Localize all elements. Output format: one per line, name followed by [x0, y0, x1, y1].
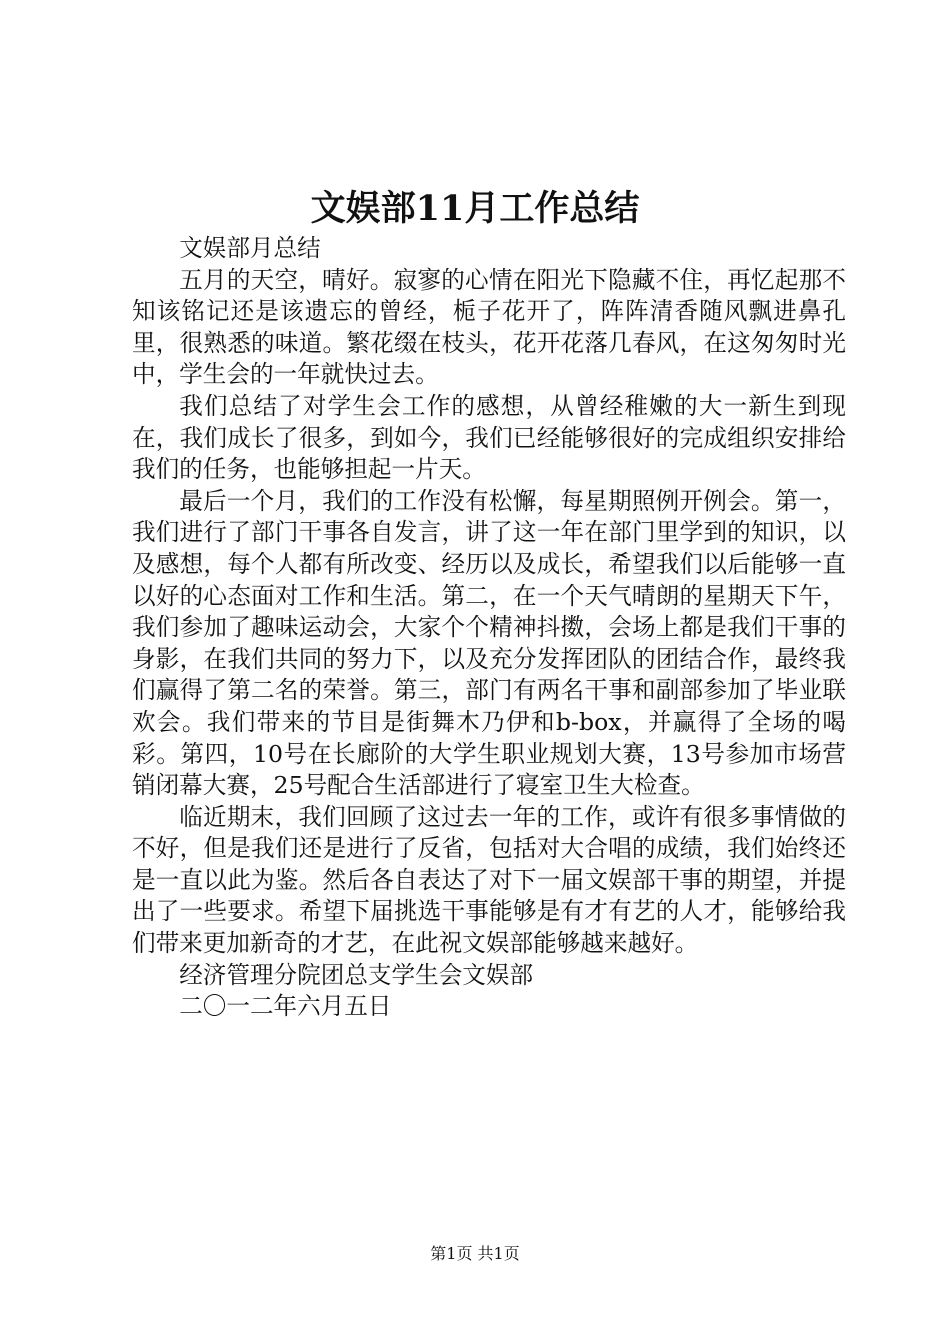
signature-date: 二〇一二年六月五日 [179, 992, 392, 1021]
paragraph-reflection: 我们总结了对学生会工作的感想，从曾经稚嫩的大一新生到现在，我们成长了很多，到如今，我们已经能够很好的完成组织安排给我们的任务，也能够担起一片天。 [132, 391, 846, 484]
paragraph-subtitle: 文娱部月总结 [179, 234, 321, 262]
page-footer: 第1页 共1页 [430, 1244, 520, 1263]
document-body [132, 233, 846, 1023]
document-title: 文娱部11月工作总结 [310, 188, 640, 229]
paragraph-review: 临近期末，我们回顾了这过去一年的工作，或许有很多事情做的不好，但是我们还是进行了反省，包括对大合唱的成绩，我们始终还是一直以此为鉴。然后各自表达了对下一届文娱部干事的期望，并提出了一些要求。希望下届挑选干事能够是有才有艺的人才，能够给我们带来更加新奇的才艺，在此祝文娱部能够越来越好。 [132, 802, 846, 958]
paragraph-activities: 最后一个月，我们的工作没有松懈，每星期照例开例会。第一，我们进行了部门干事各自发言，讲了这一年在部门里学到的知识，以及感想，每个人都有所改变、经历以及成长，希望我们以后能够一直以好的心态面对工作和生活。第二，在一个天气晴朗的星期天下午，我们参加了趣味运动会，大家个个精神抖擞，会场上都是我们干事的身影，在我们共同的努力下，以及充分发挥团队的团结合作，最终我们赢得了第二名的荣誉。第三，部门有两名干事和副部参加了毕业联欢会。我们带来的节目是街舞木乃伊和b-box，并赢得了全场的喝彩。第四，10号在长廊阶的大学生职业规划大赛，13号参加市场营销闭幕大赛，25号配合生活部进行了寝室卫生大检查。 [132, 486, 846, 800]
signature-organization: 经济管理分院团总支学生会文娱部 [179, 960, 534, 989]
paragraph-intro: 五月的天空，晴好。寂寥的心情在阳光下隐藏不住，再忆起那不知该铭记还是该遗忘的曾经，栀子花开了，阵阵清香随风飘进鼻孔里，很熟悉的味道。繁花缀在枝头，花开花落几春风，在这匆匆时光中，学生会的一年就快过去。 [132, 265, 846, 389]
